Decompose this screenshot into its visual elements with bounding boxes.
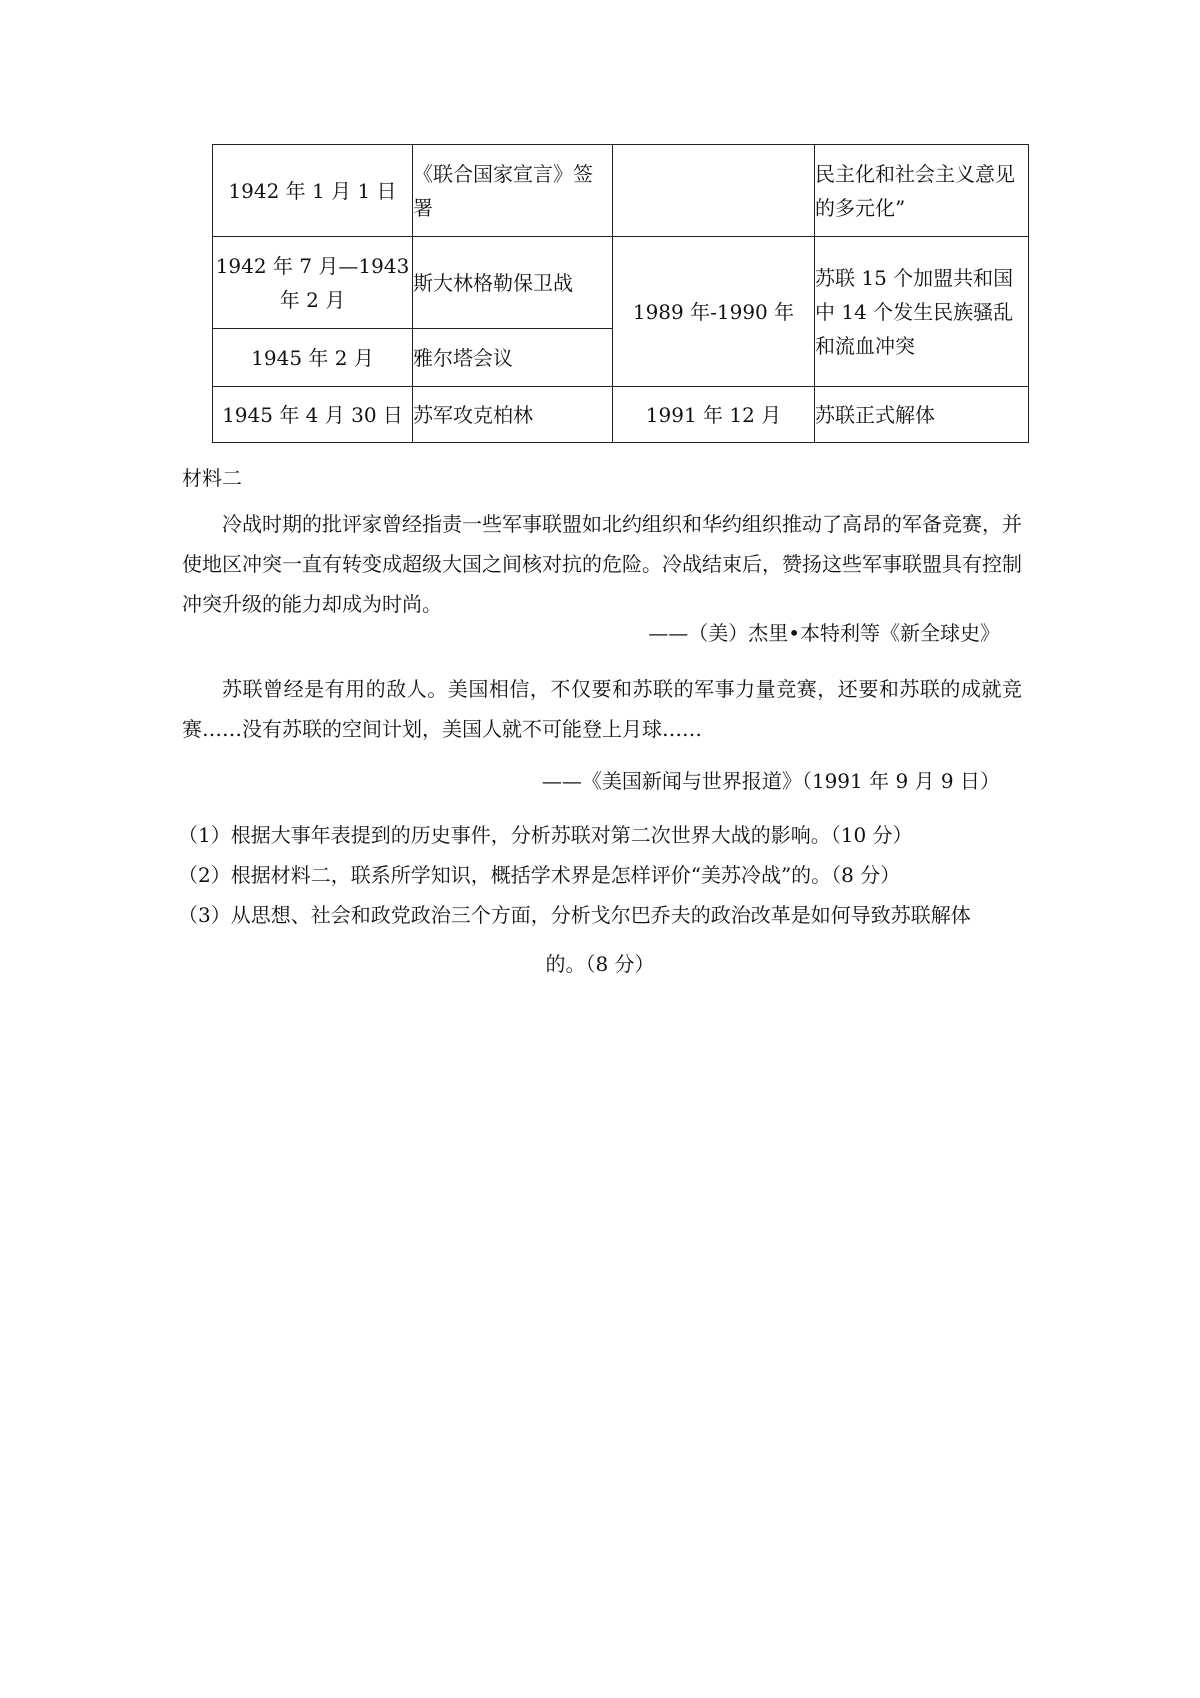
table-cell-event: 雅尔塔会议 (413, 329, 613, 387)
question-1: （1）根据大事年表提到的历史事件，分析苏联对第二次世界大战的影响。（10 分） (178, 823, 913, 847)
table-cell-date: 1989 年-1990 年 (613, 237, 815, 387)
table-cell-event: 苏联正式解体 (815, 387, 1029, 443)
table-cell-date: 1942 年 1 月 1 日 (213, 145, 413, 237)
material-paragraph: 苏联曾经是有用的敌人。美国相信，不仅要和苏联的军事力量竞赛，还要和苏联的成就竞赛……没有苏联的空间计划，美国人就不可能登上月球…… (182, 677, 1022, 741)
table-cell-date: 1942 年 7 月—1943 年 2 月 (213, 237, 413, 329)
question-3-continuation: 的。（8 分） (545, 952, 655, 976)
table-cell-event: 苏军攻克柏林 (413, 387, 613, 443)
question-2: （2）根据材料二，联系所学知识，概括学术界是怎样评价“美苏冷战”的。（8 分） (178, 863, 901, 887)
table-cell-event: 苏联 15 个加盟共和国中 14 个发生民族骚乱和流血冲突 (815, 237, 1029, 387)
material-paragraph: 冷战时期的批评家曾经指责一些军事联盟如北约组织和华约组织推动了高昂的军备竞赛，并使地区冲突一直有转变成超级大国之间核对抗的危险。冷战结束后，赞扬这些军事联盟具有控制冲突升级的能力却成为时尚。 (182, 512, 1022, 616)
source-citation: ——（美）杰里•本特利等《新全球史》 (648, 621, 1000, 645)
table-cell-date: 1945 年 2 月 (213, 329, 413, 387)
table-row (213, 387, 1029, 443)
material-label: 材料二 (182, 466, 242, 490)
table-row (213, 145, 1029, 237)
table-row (213, 237, 1029, 329)
table-cell-date: 1945 年 4 月 30 日 (213, 387, 413, 443)
table-cell-date-blank (613, 145, 815, 237)
question-3: （3）从思想、社会和政党政治三个方面，分析戈尔巴乔夫的政治改革是如何导致苏联解体 (178, 903, 971, 927)
table-cell-event: 民主化和社会主义意见的多元化” (815, 145, 1029, 237)
table-cell-event: 斯大林格勒保卫战 (413, 237, 613, 329)
table-cell-date: 1991 年 12 月 (613, 387, 815, 443)
table-cell-event: 《联合国家宣言》签署 (413, 145, 613, 237)
source-citation: ——《美国新闻与世界报道》（1991 年 9 月 9 日） (541, 769, 1000, 793)
chronology-table (212, 144, 1029, 443)
